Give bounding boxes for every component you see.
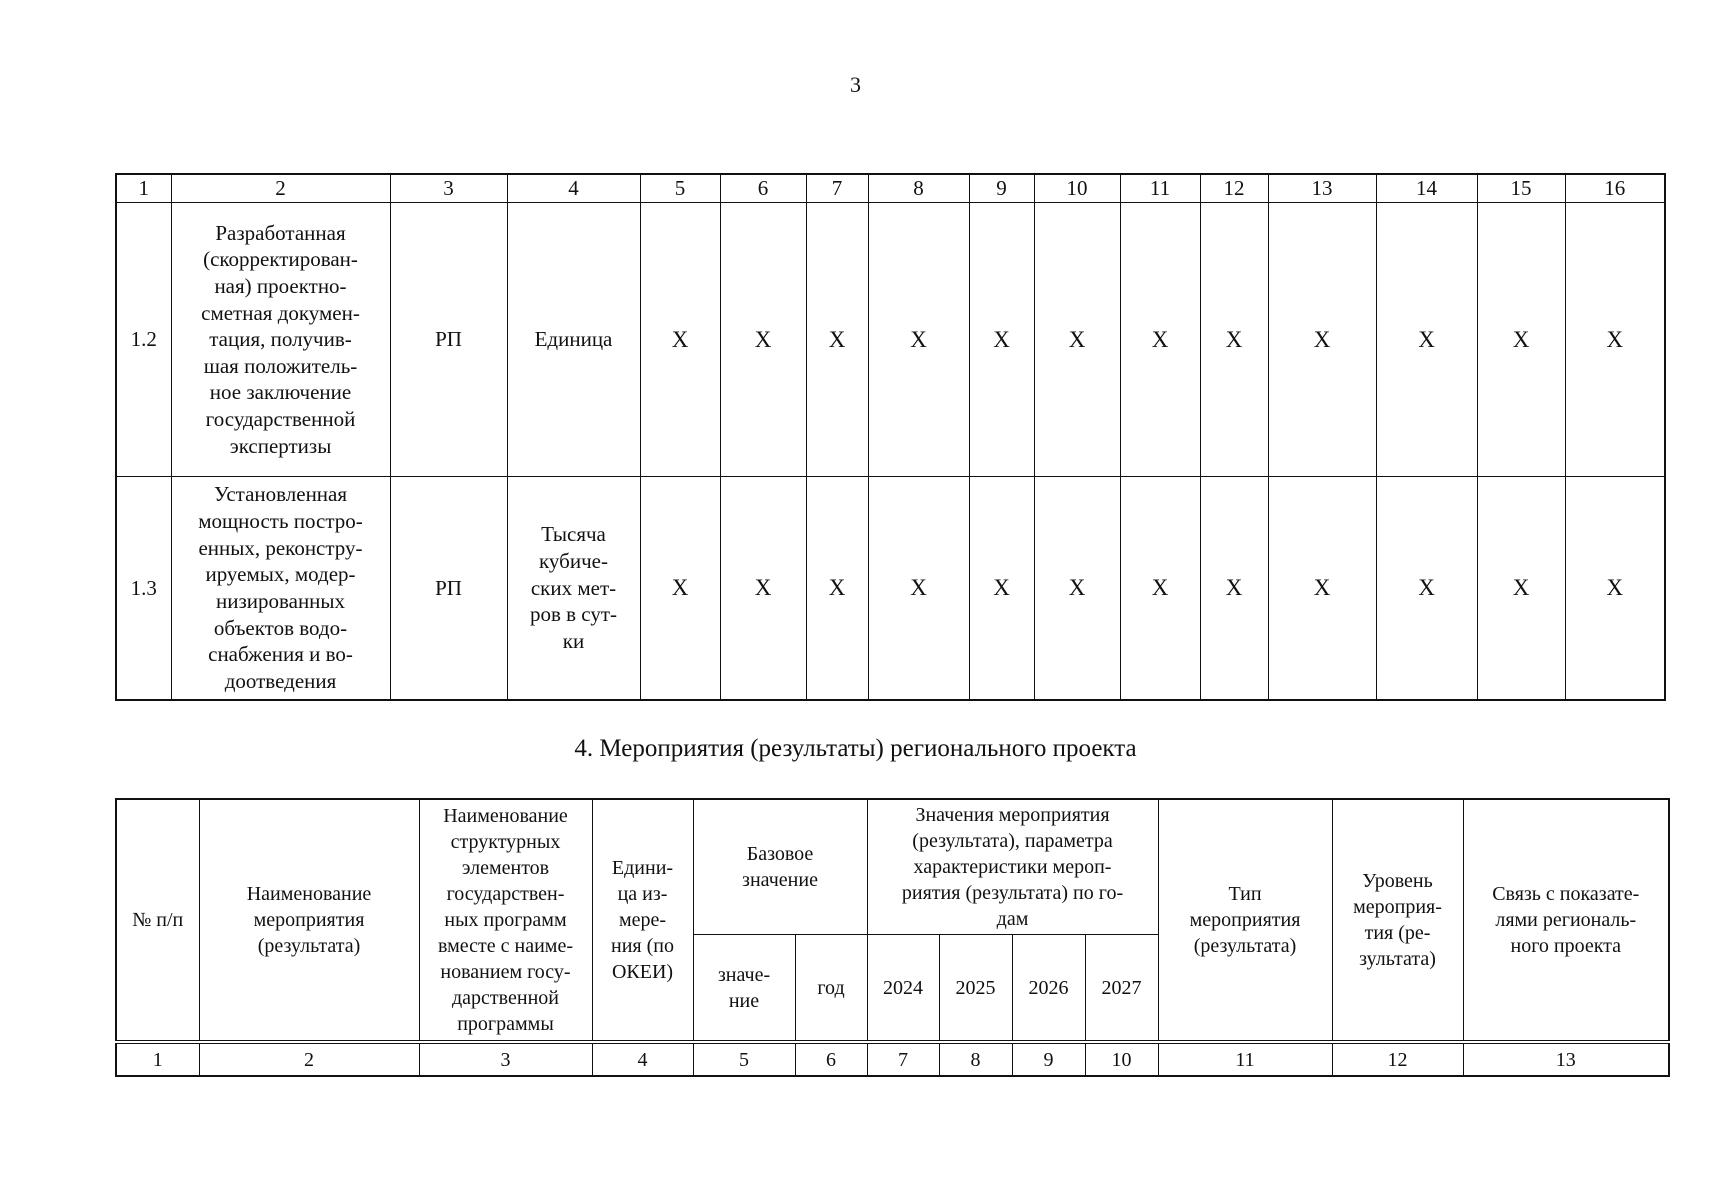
table-row — [116, 477, 1665, 701]
column-number: 3 — [390, 174, 507, 203]
column-number: 11 — [1158, 1042, 1332, 1076]
x-mark: X — [640, 477, 720, 701]
x-mark: X — [969, 203, 1034, 477]
column-number: 13 — [1268, 174, 1376, 203]
row-number: 1.3 — [116, 477, 171, 701]
x-mark: X — [720, 477, 806, 701]
column-number: 11 — [1120, 174, 1200, 203]
column-number: 7 — [867, 1042, 939, 1076]
header-unit: Едини- ца из- мере- ния (по ОКЕИ) — [592, 799, 693, 1042]
x-mark: X — [640, 203, 720, 477]
header-year: 2024 — [867, 935, 939, 1043]
header-year: 2026 — [1012, 935, 1085, 1043]
x-mark: X — [1565, 477, 1665, 701]
column-number: 4 — [592, 1042, 693, 1076]
x-mark: X — [1120, 477, 1200, 701]
indicators-table — [115, 173, 1666, 701]
column-number: 8 — [939, 1042, 1012, 1076]
x-mark: X — [806, 203, 868, 477]
indicator-name: Установленная мощность постро- енных, реконстру- ируемых, модер- низированных объектов водо- снабжения и во- доотведения — [171, 477, 390, 701]
column-number: 12 — [1200, 174, 1268, 203]
column-number: 10 — [1034, 174, 1120, 203]
column-number: 9 — [969, 174, 1034, 203]
column-number: 7 — [806, 174, 868, 203]
x-mark: X — [720, 203, 806, 477]
x-mark: X — [1477, 203, 1565, 477]
x-mark: X — [969, 477, 1034, 701]
column-number: 8 — [868, 174, 969, 203]
table-row — [116, 203, 1665, 477]
column-number: 1 — [116, 1042, 199, 1076]
x-mark: X — [1120, 203, 1200, 477]
column-number: 6 — [720, 174, 806, 203]
indicator-level: РП — [390, 203, 507, 477]
column-numbers-row — [116, 1042, 1669, 1076]
section-title: 4. Мероприятия (результаты) регионального проекта — [574, 735, 1137, 762]
header-type: Тип мероприятия (результата) — [1158, 799, 1332, 1042]
column-number: 16 — [1565, 174, 1665, 203]
header-year: 2027 — [1085, 935, 1158, 1043]
x-mark: X — [868, 477, 969, 701]
activities-table — [115, 798, 1670, 1077]
column-number: 6 — [795, 1042, 867, 1076]
header-structural-elements: Наименование структурных элементов государствен- ных программ вместе с наиме- нованием госу- дарственной программы — [419, 799, 592, 1042]
x-mark: X — [1376, 477, 1477, 701]
indicator-unit: Единица — [507, 203, 640, 477]
header-base-value: Базовое значение — [693, 799, 867, 935]
column-number: 3 — [419, 1042, 592, 1076]
x-mark: X — [1200, 477, 1268, 701]
column-number: 2 — [199, 1042, 419, 1076]
activities-header-row — [116, 799, 1669, 935]
indicator-level: РП — [390, 477, 507, 701]
indicator-unit: Тысяча кубиче- ских мет- ров в сут- ки — [507, 477, 640, 701]
indicators-header-row — [116, 174, 1665, 203]
header-base-value-year: год — [795, 935, 867, 1043]
x-mark: X — [806, 477, 868, 701]
x-mark: X — [1268, 477, 1376, 701]
column-number: 5 — [693, 1042, 795, 1076]
column-number: 5 — [640, 174, 720, 203]
row-number: 1.2 — [116, 203, 171, 477]
column-number: 2 — [171, 174, 390, 203]
column-number: 10 — [1085, 1042, 1158, 1076]
x-mark: X — [1376, 203, 1477, 477]
column-number: 14 — [1376, 174, 1477, 203]
x-mark: X — [1268, 203, 1376, 477]
x-mark: X — [1565, 203, 1665, 477]
column-number: 4 — [507, 174, 640, 203]
x-mark: X — [868, 203, 969, 477]
column-number: 13 — [1463, 1042, 1669, 1076]
x-mark: X — [1034, 477, 1120, 701]
column-number: 12 — [1332, 1042, 1463, 1076]
header-num: № п/п — [116, 799, 199, 1042]
indicator-name: Разработанная (скорректирован- ная) проектно- сметная докумен- тация, получив- шая положитель- ное заключение государственной экспертизы — [171, 203, 390, 477]
column-number: 15 — [1477, 174, 1565, 203]
x-mark: X — [1034, 203, 1120, 477]
header-level: Уровень мероприя- тия (ре- зультата) — [1332, 799, 1463, 1042]
header-values-by-year: Значения мероприятия (результата), параметра характеристики мероп- риятия (результата) по го- дам — [867, 799, 1158, 935]
x-mark: X — [1477, 477, 1565, 701]
header-name: Наименование мероприятия (результата) — [199, 799, 419, 1042]
header-link-indicators: Связь с показате- лями региональ- ного проекта — [1463, 799, 1669, 1042]
header-base-value-value: значе- ние — [693, 935, 795, 1043]
column-number: 9 — [1012, 1042, 1085, 1076]
header-year: 2025 — [939, 935, 1012, 1043]
page-number: 3 — [850, 72, 861, 97]
column-number: 1 — [116, 174, 171, 203]
x-mark: X — [1200, 203, 1268, 477]
